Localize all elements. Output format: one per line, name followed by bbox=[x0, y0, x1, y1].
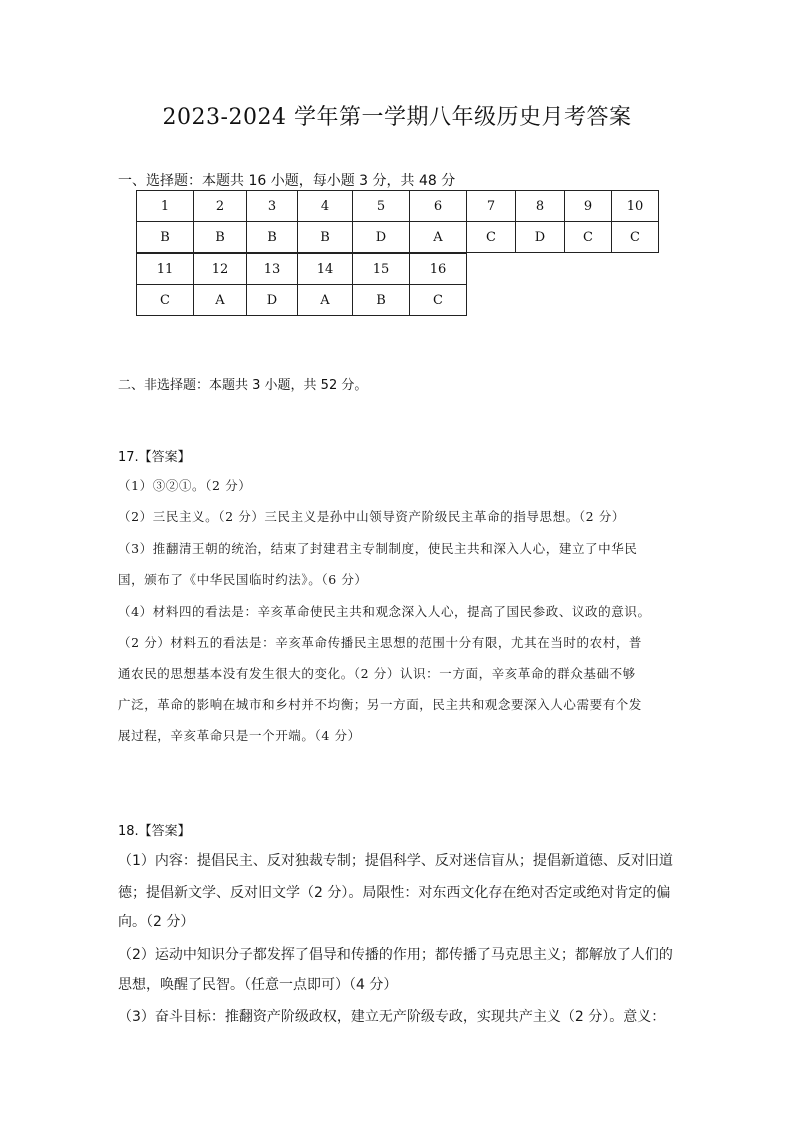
q17-line: （4）材料四的看法是：辛亥革命使民主共和观念深入人心，提高了国民参政、议政的意识。 bbox=[118, 604, 651, 619]
table-row-answers bbox=[137, 222, 659, 253]
table-cell: 12 bbox=[194, 254, 247, 285]
table-cell: C bbox=[612, 222, 659, 253]
table-cell: C bbox=[467, 222, 516, 253]
table-cell: C bbox=[410, 285, 467, 316]
q18-line: （3）奋斗目标：推翻资产阶级政权，建立无产阶级专政，实现共产主义（2 分）。意义： bbox=[118, 1009, 666, 1025]
table-cell: C bbox=[137, 285, 194, 316]
table-cell: D bbox=[516, 222, 565, 253]
table-cell: 7 bbox=[467, 191, 516, 222]
page-title: 2023-2024 学年第一学期八年级历史月考答案 bbox=[162, 105, 632, 130]
table-cell: 6 bbox=[410, 191, 467, 222]
table-cell: B bbox=[137, 222, 194, 253]
table-cell: 1 bbox=[137, 191, 194, 222]
table-row-numbers bbox=[137, 191, 659, 222]
q17-line: （2 分）材料五的看法是：辛亥革命传播民主思想的范围十分有限，尤其在当时的农村，普 bbox=[118, 635, 643, 650]
table-cell: A bbox=[298, 285, 353, 316]
table-cell: A bbox=[194, 285, 247, 316]
table-cell: 8 bbox=[516, 191, 565, 222]
q17-line: 通农民的思想基本没有发生很大的变化。（2 分）认识：一方面，辛亥革命的群众基础不够 bbox=[118, 666, 636, 681]
table-cell: 5 bbox=[353, 191, 410, 222]
table-cell: C bbox=[565, 222, 612, 253]
q18-line: 思想，唤醒了民智。（任意一点即可）（4 分） bbox=[118, 977, 398, 993]
table-row-answers bbox=[137, 285, 467, 316]
table-cell: 10 bbox=[612, 191, 659, 222]
table-cell: 2 bbox=[194, 191, 247, 222]
q17-line: （3）推翻清王朝的统治，结束了封建君主专制制度，使民主共和深入人心，建立了中华民 bbox=[118, 541, 638, 556]
answer-table-1-10 bbox=[136, 190, 659, 253]
table-cell: D bbox=[353, 222, 410, 253]
q18-line: （2）运动中知识分子都发挥了倡导和传播的作用；都传播了马克思主义；都解放了人们的 bbox=[118, 947, 673, 963]
table-cell: 13 bbox=[247, 254, 298, 285]
q18-line: （1）内容：提倡民主、反对独裁专制；提倡科学、反对迷信盲从；提倡新道德、反对旧道 bbox=[118, 853, 673, 869]
table-cell: 11 bbox=[137, 254, 194, 285]
q17-line: （1）③②①。（2 分） bbox=[118, 478, 252, 493]
q17-heading: 17.【答案】 bbox=[118, 450, 191, 465]
q17-line: （2）三民主义。（2 分）三民主义是孙中山领导资产阶级民主革命的指导思想。（2 分） bbox=[118, 509, 626, 524]
table-cell: 14 bbox=[298, 254, 353, 285]
table-row-numbers bbox=[137, 254, 467, 285]
table-cell: B bbox=[194, 222, 247, 253]
q17-line: 广泛，革命的影响在城市和乡村并不均衡；另一方面，民主共和观念要深入人心需要有个发 bbox=[118, 697, 643, 712]
table-cell: 9 bbox=[565, 191, 612, 222]
q18-line: 向。（2 分） bbox=[118, 914, 195, 930]
q18-heading: 18.【答案】 bbox=[118, 824, 191, 839]
answer-table-11-16 bbox=[136, 253, 467, 316]
section1-heading: 一、选择题：本题共 16 小题，每小题 3 分，共 48 分 bbox=[118, 173, 456, 189]
table-cell: B bbox=[353, 285, 410, 316]
table-cell: B bbox=[298, 222, 353, 253]
table-cell: 4 bbox=[298, 191, 353, 222]
table-cell: 16 bbox=[410, 254, 467, 285]
table-cell: 15 bbox=[353, 254, 410, 285]
section2-heading: 二、非选择题：本题共 3 小题，共 52 分。 bbox=[118, 378, 368, 393]
table-cell: 3 bbox=[247, 191, 298, 222]
q17-line: 展过程，辛亥革命只是一个开端。（4 分） bbox=[118, 728, 361, 743]
q18-line: 德；提倡新文学、反对旧文学（2 分）。局限性：对东西文化存在绝对否定或绝对肯定的偏 bbox=[118, 885, 671, 901]
table-cell: D bbox=[247, 285, 298, 316]
q17-line: 国，颁布了《中华民国临时约法》。（6 分） bbox=[118, 572, 368, 587]
table-cell: B bbox=[247, 222, 298, 253]
table-cell: A bbox=[410, 222, 467, 253]
